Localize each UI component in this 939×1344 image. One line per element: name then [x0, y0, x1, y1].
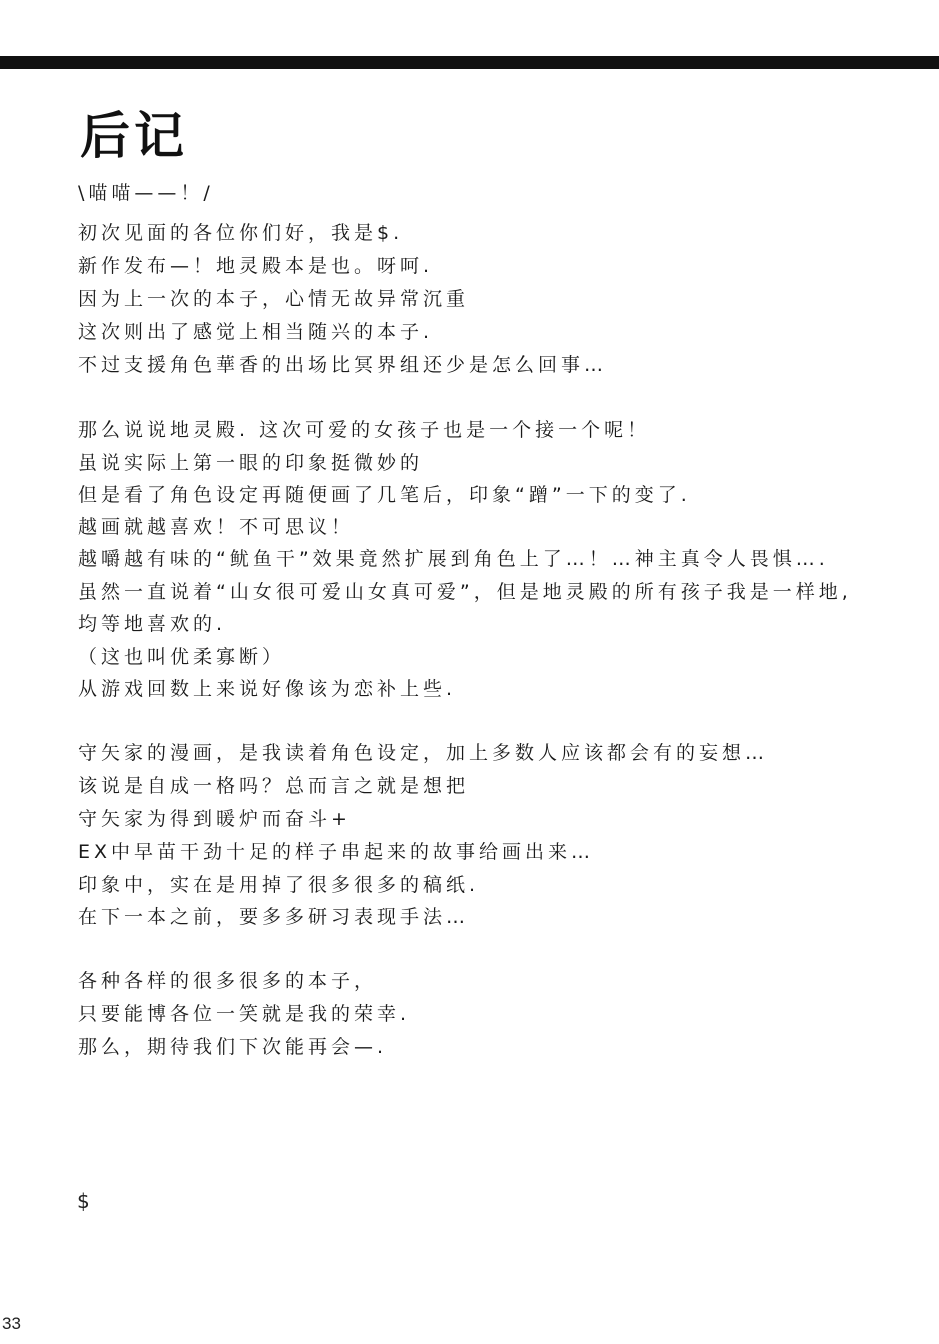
text-line: （这也叫优柔寡断） [78, 646, 286, 668]
text-line: 越画就越喜欢！不可思议！ [78, 516, 355, 538]
text-line: 这次则出了感觉上相当随兴的本子. [78, 321, 434, 343]
text-line: 但是看了角色设定再随便画了几笔后，印象“蹭”一下的变了. [78, 484, 691, 506]
page-title: 后记 [80, 107, 188, 165]
text-line: 守矢家为得到暖炉而奋斗+ [78, 808, 351, 830]
text-line: 从游戏回数上来说好像该为恋补上些. [78, 678, 457, 700]
text-line: 初次见面的各位你们好，我是$. [78, 222, 404, 244]
text-line: 只要能博各位一笑就是我的荣幸. [78, 1003, 411, 1025]
text-line: 新作发布—！地灵殿本是也。呀呵. [78, 255, 434, 277]
page-number: 33 [2, 1314, 21, 1333]
text-line: 那么，期待我们下次能再会—. [78, 1036, 388, 1058]
text-line: EX中早苗干劲十足的样子串起来的故事给画出来… [78, 841, 595, 863]
text-line: 虽说实际上第一眼的印象挺微妙的 [78, 452, 424, 474]
text-line: 在下一本之前，要多多研习表现手法… [78, 906, 470, 928]
text-line: 均等地喜欢的. [78, 613, 227, 635]
text-line: 各种各样的很多很多的本子， [78, 970, 378, 992]
text-line: 不过支援角色華香的出场比冥界组还少是怎么回事… [78, 354, 608, 376]
header-rule [0, 56, 939, 69]
text-line: 该说是自成一格吗？总而言之就是想把 [78, 775, 470, 797]
author-signature: $ [77, 1189, 90, 1213]
text-line: 那么说说地灵殿. 这次可爱的女孩子也是一个接一个呢！ [78, 419, 651, 441]
text-line: 虽然一直说着“山女很可爱山女真可爱”，但是地灵殿的所有孩子我是一样地, [78, 581, 852, 603]
text-line: 越嚼越有味的“鱿鱼干”效果竟然扩展到角色上了…！…神主真令人畏惧…. [78, 548, 829, 570]
text-line: 印象中，实在是用掉了很多很多的稿纸. [78, 874, 480, 896]
text-line: 守矢家的漫画，是我读着角色设定，加上多数人应该都会有的妄想… [78, 742, 769, 764]
text-line: 因为上一次的本子，心情无故异常沉重 [78, 288, 470, 310]
text-line: \喵喵——！/ [78, 182, 214, 204]
